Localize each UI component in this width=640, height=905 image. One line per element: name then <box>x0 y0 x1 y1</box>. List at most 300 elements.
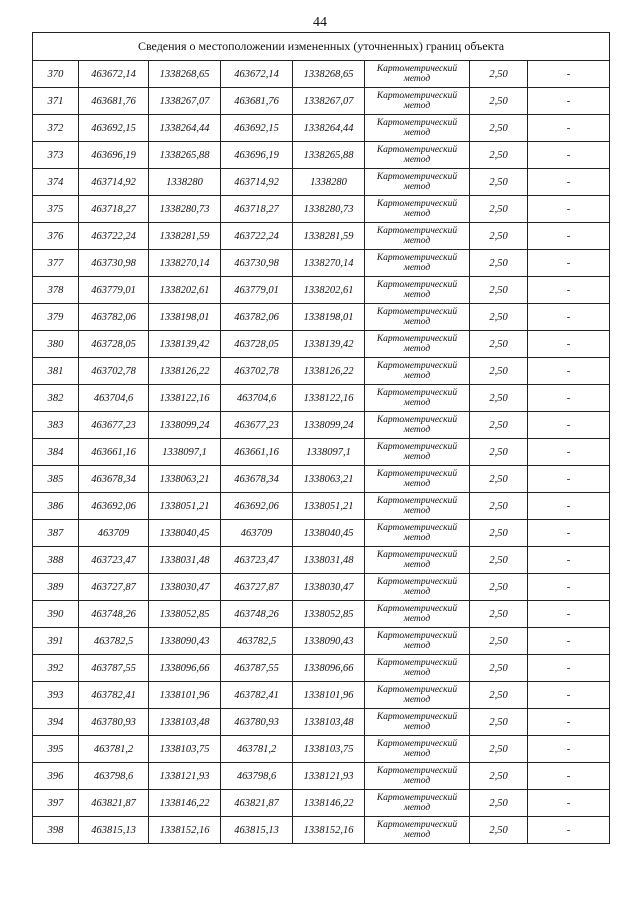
point-number-cell: 380 <box>33 331 79 358</box>
method-word: метод <box>403 155 431 165</box>
method-word: метод <box>403 749 431 759</box>
method-word: метод <box>403 830 431 840</box>
method-word: метод <box>403 317 431 327</box>
boundary-coordinates-table <box>32 32 610 844</box>
refined-y-cell: 1338280 <box>293 169 365 196</box>
method-word: метод <box>403 398 431 408</box>
note-cell: - <box>528 547 610 574</box>
method-word: метод <box>403 182 431 192</box>
accuracy-cell: 2,50 <box>470 304 528 331</box>
note-cell: - <box>528 412 610 439</box>
method-cell <box>365 250 470 277</box>
table-row <box>33 196 610 223</box>
point-number-cell: 379 <box>33 304 79 331</box>
point-number-cell: 392 <box>33 655 79 682</box>
table-row <box>33 628 610 655</box>
method-cell <box>365 412 470 439</box>
method-name: Картометрический <box>376 820 458 830</box>
method-name: Картометрический <box>376 334 458 344</box>
refined-y-cell: 1338139,42 <box>293 331 365 358</box>
refined-y-cell: 1338063,21 <box>293 466 365 493</box>
note-cell: - <box>528 142 610 169</box>
refined-x-cell: 463672,14 <box>221 61 293 88</box>
table-row <box>33 601 610 628</box>
method-name: Картометрический <box>376 226 458 236</box>
method-name: Картометрический <box>376 631 458 641</box>
note-cell: - <box>528 709 610 736</box>
refined-y-cell: 1338030,47 <box>293 574 365 601</box>
existing-x-cell: 463709 <box>79 520 149 547</box>
method-word: метод <box>403 722 431 732</box>
method-word: метод <box>403 263 431 273</box>
existing-x-cell: 463780,93 <box>79 709 149 736</box>
refined-y-cell: 1338264,44 <box>293 115 365 142</box>
table-row <box>33 142 610 169</box>
method-word: метод <box>403 776 431 786</box>
refined-y-cell: 1338268,65 <box>293 61 365 88</box>
existing-x-cell: 463714,92 <box>79 169 149 196</box>
existing-x-cell: 463782,06 <box>79 304 149 331</box>
table-row <box>33 655 610 682</box>
table-row <box>33 223 610 250</box>
existing-y-cell: 1338139,42 <box>149 331 221 358</box>
accuracy-cell: 2,50 <box>470 223 528 250</box>
method-word: метод <box>403 290 431 300</box>
method-name: Картометрический <box>376 361 458 371</box>
table-header: Сведения о местоположении измененных (уточненных) границ объекта <box>33 33 610 61</box>
method-name: Картометрический <box>376 577 458 587</box>
note-cell: - <box>528 115 610 142</box>
existing-y-cell: 1338126,22 <box>149 358 221 385</box>
note-cell: - <box>528 736 610 763</box>
refined-y-cell: 1338202,61 <box>293 277 365 304</box>
existing-x-cell: 463677,23 <box>79 412 149 439</box>
refined-y-cell: 1338031,48 <box>293 547 365 574</box>
accuracy-cell: 2,50 <box>470 817 528 844</box>
accuracy-cell: 2,50 <box>470 682 528 709</box>
note-cell: - <box>528 817 610 844</box>
method-word: метод <box>403 668 431 678</box>
note-cell: - <box>528 493 610 520</box>
table-row <box>33 547 610 574</box>
point-number-cell: 387 <box>33 520 79 547</box>
point-number-cell: 384 <box>33 439 79 466</box>
existing-y-cell: 1338267,07 <box>149 88 221 115</box>
existing-x-cell: 463704,6 <box>79 385 149 412</box>
note-cell: - <box>528 223 610 250</box>
refined-y-cell: 1338103,75 <box>293 736 365 763</box>
point-number-cell: 389 <box>33 574 79 601</box>
point-number-cell: 396 <box>33 763 79 790</box>
refined-y-cell: 1338051,21 <box>293 493 365 520</box>
existing-x-cell: 463798,6 <box>79 763 149 790</box>
method-cell <box>365 169 470 196</box>
accuracy-cell: 2,50 <box>470 655 528 682</box>
method-name: Картометрический <box>376 415 458 425</box>
refined-y-cell: 1338103,48 <box>293 709 365 736</box>
note-cell: - <box>528 628 610 655</box>
table-row <box>33 790 610 817</box>
existing-y-cell: 1338103,48 <box>149 709 221 736</box>
table-row <box>33 493 610 520</box>
method-name: Картометрический <box>376 550 458 560</box>
method-name: Картометрический <box>376 496 458 506</box>
method-cell <box>365 493 470 520</box>
existing-y-cell: 1338146,22 <box>149 790 221 817</box>
point-number-cell: 393 <box>33 682 79 709</box>
method-cell <box>365 466 470 493</box>
method-cell <box>365 790 470 817</box>
method-word: метод <box>403 614 431 624</box>
table-row <box>33 709 610 736</box>
refined-y-cell: 1338121,93 <box>293 763 365 790</box>
existing-x-cell: 463727,87 <box>79 574 149 601</box>
accuracy-cell: 2,50 <box>470 88 528 115</box>
refined-x-cell: 463782,41 <box>221 682 293 709</box>
existing-y-cell: 1338051,21 <box>149 493 221 520</box>
existing-y-cell: 1338270,14 <box>149 250 221 277</box>
point-number-cell: 371 <box>33 88 79 115</box>
method-name: Картометрический <box>376 388 458 398</box>
method-name: Картометрический <box>376 307 458 317</box>
method-word: метод <box>403 74 431 84</box>
refined-y-cell: 1338040,45 <box>293 520 365 547</box>
method-cell <box>365 196 470 223</box>
refined-y-cell: 1338101,96 <box>293 682 365 709</box>
note-cell: - <box>528 331 610 358</box>
existing-y-cell: 1338096,66 <box>149 655 221 682</box>
note-cell: - <box>528 439 610 466</box>
existing-y-cell: 1338280,73 <box>149 196 221 223</box>
existing-y-cell: 1338281,59 <box>149 223 221 250</box>
point-number-cell: 378 <box>33 277 79 304</box>
accuracy-cell: 2,50 <box>470 412 528 439</box>
method-name: Картометрический <box>376 523 458 533</box>
existing-x-cell: 463815,13 <box>79 817 149 844</box>
method-cell <box>365 142 470 169</box>
note-cell: - <box>528 88 610 115</box>
accuracy-cell: 2,50 <box>470 574 528 601</box>
method-word: метод <box>403 803 431 813</box>
note-cell: - <box>528 169 610 196</box>
note-cell: - <box>528 466 610 493</box>
accuracy-cell: 2,50 <box>470 358 528 385</box>
existing-x-cell: 463779,01 <box>79 277 149 304</box>
note-cell: - <box>528 250 610 277</box>
refined-x-cell: 463661,16 <box>221 439 293 466</box>
existing-y-cell: 1338040,45 <box>149 520 221 547</box>
refined-x-cell: 463718,27 <box>221 196 293 223</box>
accuracy-cell: 2,50 <box>470 790 528 817</box>
accuracy-cell: 2,50 <box>470 169 528 196</box>
refined-y-cell: 1338052,85 <box>293 601 365 628</box>
method-name: Картометрический <box>376 658 458 668</box>
point-number-cell: 385 <box>33 466 79 493</box>
method-cell <box>365 574 470 601</box>
method-name: Картометрический <box>376 91 458 101</box>
method-cell <box>365 385 470 412</box>
method-name: Картометрический <box>376 253 458 263</box>
accuracy-cell: 2,50 <box>470 385 528 412</box>
accuracy-cell: 2,50 <box>470 547 528 574</box>
method-name: Картометрический <box>376 145 458 155</box>
accuracy-cell: 2,50 <box>470 493 528 520</box>
method-cell <box>365 763 470 790</box>
existing-x-cell: 463748,26 <box>79 601 149 628</box>
existing-y-cell: 1338031,48 <box>149 547 221 574</box>
note-cell: - <box>528 358 610 385</box>
method-name: Картометрический <box>376 604 458 614</box>
existing-x-cell: 463781,2 <box>79 736 149 763</box>
method-name: Картометрический <box>376 199 458 209</box>
table-header-row <box>33 33 610 61</box>
point-number-cell: 398 <box>33 817 79 844</box>
accuracy-cell: 2,50 <box>470 250 528 277</box>
existing-x-cell: 463696,19 <box>79 142 149 169</box>
method-cell <box>365 709 470 736</box>
accuracy-cell: 2,50 <box>470 277 528 304</box>
table-row <box>33 817 610 844</box>
method-word: метод <box>403 479 431 489</box>
table-row <box>33 358 610 385</box>
method-word: метод <box>403 371 431 381</box>
refined-y-cell: 1338198,01 <box>293 304 365 331</box>
refined-x-cell: 463787,55 <box>221 655 293 682</box>
method-word: метод <box>403 695 431 705</box>
point-number-cell: 390 <box>33 601 79 628</box>
note-cell: - <box>528 196 610 223</box>
refined-x-cell: 463714,92 <box>221 169 293 196</box>
method-cell <box>365 628 470 655</box>
method-name: Картометрический <box>376 172 458 182</box>
refined-x-cell: 463678,34 <box>221 466 293 493</box>
existing-y-cell: 1338265,88 <box>149 142 221 169</box>
existing-x-cell: 463787,55 <box>79 655 149 682</box>
method-word: метод <box>403 452 431 462</box>
refined-x-cell: 463692,06 <box>221 493 293 520</box>
accuracy-cell: 2,50 <box>470 601 528 628</box>
existing-y-cell: 1338101,96 <box>149 682 221 709</box>
method-cell <box>365 439 470 466</box>
table-row <box>33 412 610 439</box>
table-row <box>33 439 610 466</box>
accuracy-cell: 2,50 <box>470 115 528 142</box>
refined-x-cell: 463779,01 <box>221 277 293 304</box>
table-row <box>33 736 610 763</box>
accuracy-cell: 2,50 <box>470 331 528 358</box>
page-number: 44 <box>313 15 327 30</box>
point-number-cell: 397 <box>33 790 79 817</box>
refined-x-cell: 463782,06 <box>221 304 293 331</box>
method-name: Картометрический <box>376 685 458 695</box>
method-word: метод <box>403 128 431 138</box>
point-number-cell: 373 <box>33 142 79 169</box>
method-cell <box>365 682 470 709</box>
existing-x-cell: 463782,5 <box>79 628 149 655</box>
point-number-cell: 377 <box>33 250 79 277</box>
refined-x-cell: 463681,76 <box>221 88 293 115</box>
refined-x-cell: 463780,93 <box>221 709 293 736</box>
method-name: Картометрический <box>376 712 458 722</box>
method-cell <box>365 520 470 547</box>
note-cell: - <box>528 574 610 601</box>
existing-y-cell: 1338268,65 <box>149 61 221 88</box>
refined-x-cell: 463704,6 <box>221 385 293 412</box>
refined-x-cell: 463696,19 <box>221 142 293 169</box>
method-name: Картометрический <box>376 793 458 803</box>
accuracy-cell: 2,50 <box>470 196 528 223</box>
method-word: метод <box>403 641 431 651</box>
method-word: метод <box>403 425 431 435</box>
table-row <box>33 250 610 277</box>
refined-y-cell: 1338152,16 <box>293 817 365 844</box>
point-number-cell: 386 <box>33 493 79 520</box>
table-row <box>33 520 610 547</box>
existing-x-cell: 463722,24 <box>79 223 149 250</box>
existing-y-cell: 1338121,93 <box>149 763 221 790</box>
existing-x-cell: 463678,34 <box>79 466 149 493</box>
existing-y-cell: 1338264,44 <box>149 115 221 142</box>
point-number-cell: 372 <box>33 115 79 142</box>
point-number-cell: 382 <box>33 385 79 412</box>
method-name: Картометрический <box>376 739 458 749</box>
point-number-cell: 388 <box>33 547 79 574</box>
existing-y-cell: 1338198,01 <box>149 304 221 331</box>
method-word: метод <box>403 533 431 543</box>
method-word: метод <box>403 209 431 219</box>
accuracy-cell: 2,50 <box>470 466 528 493</box>
accuracy-cell: 2,50 <box>470 142 528 169</box>
refined-x-cell: 463727,87 <box>221 574 293 601</box>
method-cell <box>365 655 470 682</box>
refined-x-cell: 463722,24 <box>221 223 293 250</box>
existing-x-cell: 463782,41 <box>79 682 149 709</box>
refined-x-cell: 463677,23 <box>221 412 293 439</box>
existing-x-cell: 463718,27 <box>79 196 149 223</box>
refined-x-cell: 463702,78 <box>221 358 293 385</box>
method-word: метод <box>403 236 431 246</box>
refined-x-cell: 463728,05 <box>221 331 293 358</box>
point-number-cell: 391 <box>33 628 79 655</box>
existing-y-cell: 1338063,21 <box>149 466 221 493</box>
method-name: Картометрический <box>376 469 458 479</box>
method-cell <box>365 331 470 358</box>
accuracy-cell: 2,50 <box>470 763 528 790</box>
point-number-cell: 375 <box>33 196 79 223</box>
note-cell: - <box>528 61 610 88</box>
method-word: метод <box>403 560 431 570</box>
table-row <box>33 115 610 142</box>
point-number-cell: 395 <box>33 736 79 763</box>
method-cell <box>365 304 470 331</box>
table-row <box>33 682 610 709</box>
table-row <box>33 331 610 358</box>
table-row <box>33 277 610 304</box>
existing-x-cell: 463702,78 <box>79 358 149 385</box>
refined-x-cell: 463692,15 <box>221 115 293 142</box>
refined-y-cell: 1338090,43 <box>293 628 365 655</box>
existing-x-cell: 463661,16 <box>79 439 149 466</box>
existing-x-cell: 463730,98 <box>79 250 149 277</box>
accuracy-cell: 2,50 <box>470 709 528 736</box>
method-cell <box>365 601 470 628</box>
refined-x-cell: 463821,87 <box>221 790 293 817</box>
method-name: Картометрический <box>376 64 458 74</box>
point-number-cell: 394 <box>33 709 79 736</box>
point-number-cell: 370 <box>33 61 79 88</box>
method-name: Картометрический <box>376 766 458 776</box>
method-cell <box>365 223 470 250</box>
method-cell <box>365 736 470 763</box>
table-row <box>33 169 610 196</box>
existing-y-cell: 1338099,24 <box>149 412 221 439</box>
table-row <box>33 61 610 88</box>
table-row <box>33 466 610 493</box>
refined-x-cell: 463815,13 <box>221 817 293 844</box>
existing-y-cell: 1338280 <box>149 169 221 196</box>
refined-x-cell: 463748,26 <box>221 601 293 628</box>
method-word: метод <box>403 344 431 354</box>
method-name: Картометрический <box>376 280 458 290</box>
table-row <box>33 88 610 115</box>
existing-y-cell: 1338030,47 <box>149 574 221 601</box>
note-cell: - <box>528 655 610 682</box>
note-cell: - <box>528 790 610 817</box>
existing-x-cell: 463681,76 <box>79 88 149 115</box>
existing-y-cell: 1338202,61 <box>149 277 221 304</box>
note-cell: - <box>528 277 610 304</box>
table-row <box>33 385 610 412</box>
note-cell: - <box>528 601 610 628</box>
note-cell: - <box>528 520 610 547</box>
method-cell <box>365 547 470 574</box>
refined-y-cell: 1338096,66 <box>293 655 365 682</box>
method-cell <box>365 88 470 115</box>
method-word: метод <box>403 506 431 516</box>
accuracy-cell: 2,50 <box>470 61 528 88</box>
refined-x-cell: 463781,2 <box>221 736 293 763</box>
existing-x-cell: 463821,87 <box>79 790 149 817</box>
existing-y-cell: 1338152,16 <box>149 817 221 844</box>
method-cell <box>365 277 470 304</box>
point-number-cell: 374 <box>33 169 79 196</box>
refined-y-cell: 1338280,73 <box>293 196 365 223</box>
refined-x-cell: 463782,5 <box>221 628 293 655</box>
method-word: метод <box>403 587 431 597</box>
table-row <box>33 574 610 601</box>
existing-x-cell: 463672,14 <box>79 61 149 88</box>
existing-y-cell: 1338122,16 <box>149 385 221 412</box>
accuracy-cell: 2,50 <box>470 736 528 763</box>
method-cell <box>365 358 470 385</box>
point-number-cell: 383 <box>33 412 79 439</box>
point-number-cell: 376 <box>33 223 79 250</box>
refined-y-cell: 1338281,59 <box>293 223 365 250</box>
table-row <box>33 763 610 790</box>
table-row <box>33 304 610 331</box>
refined-y-cell: 1338146,22 <box>293 790 365 817</box>
refined-y-cell: 1338270,14 <box>293 250 365 277</box>
method-cell <box>365 61 470 88</box>
note-cell: - <box>528 385 610 412</box>
refined-x-cell: 463730,98 <box>221 250 293 277</box>
method-word: метод <box>403 101 431 111</box>
refined-y-cell: 1338267,07 <box>293 88 365 115</box>
existing-y-cell: 1338097,1 <box>149 439 221 466</box>
method-cell <box>365 817 470 844</box>
existing-y-cell: 1338052,85 <box>149 601 221 628</box>
note-cell: - <box>528 682 610 709</box>
